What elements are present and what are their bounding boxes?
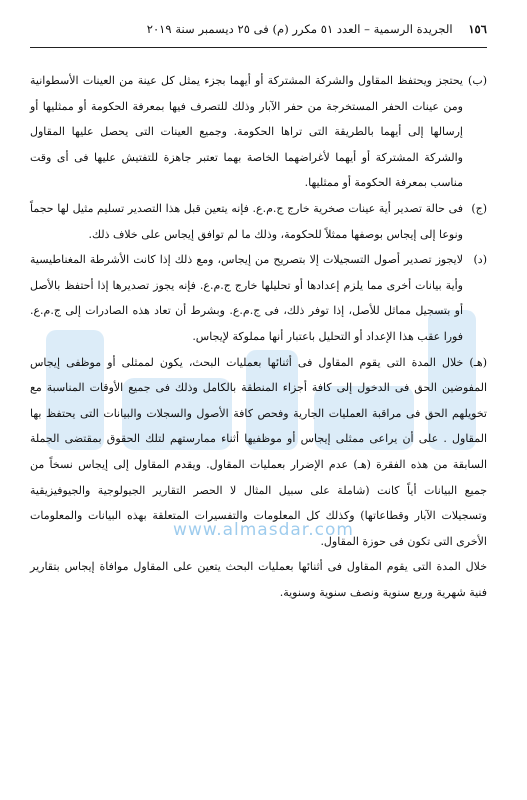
paragraph-text: يحتجز ويحتفظ المقاول والشركة المشتركة أو أيهما بجزء يمثل كل عينة من العينات الأسطوانية ومن عينات الحفر المستخرجة من حفر الآبار وذلك للتصرف فيها بمعرفة الحكومة أو ممثليها أو إرسالها إلى أيهما بالطريقة التى تراها الحكومة. وجميع العينات التى يحصل عليها المقاول والشركة المشتركة أو أيهما لأغراضهما الخاصة بهما تعتبر جاهزة للتفتيش عليها فى أى وقت مناسب بمعرفة الحكومة أو ممثليها. <box>30 74 463 190</box>
page-number: ١٥٦ <box>468 22 487 36</box>
paragraph-marker: (ج) <box>471 201 487 215</box>
paragraph-marker: (هـ) <box>469 355 488 369</box>
paragraph-marker: (ب) <box>468 74 487 87</box>
paragraph-ha <box>30 350 487 555</box>
paragraph-text: خلال المدة التى يقوم المقاول فى أثنائها بعمليات البحث يتعين على المقاول موافاة إيجاس بتقارير فنية شهرية وربع سنوية ونصف سنوية وسنوية. <box>30 560 487 599</box>
paragraph-text: خلال المدة التى يقوم المقاول فى أثنائها بعمليات البحث، يكون لممثلى أو موظفى إيجاس المفوضين الحق فى الدخول إلى كافة أجزاء المنطقة بالكامل وذلك فى جميع الأوقات المناسبة مع تخويلهم الحق فى مراقبة العمليات الجارية وفحص كافة الأصول والسجلات والبيانات التى يحتفظ بها المقاول . على أن يراعى ممثلى إيجاس أو موظفيها أثناء ممارستهم لتلك الحقوق بمقتضى الجملة السابقة من هذه الفقرة (هـ) عدم الإضرار بعمليات المقاول. ويقدم المقاول إلى إيجاس نسخاً من جميع البيانات أياً كانت (شاملة على سبيل المثال لا الحصر التقارير الجيولوجية والجيوفيزيقية وتسجيلات الآبار وقطاعاتها) وكذلك كل المعلومات والتفسيرات المتعلقة بهذه البيانات والمعلومات الأخرى التى تكون فى حوزة المقاول. <box>30 355 487 548</box>
paragraph-jim <box>30 196 487 247</box>
header-title: الجريدة الرسمية – العدد ٥١ مكرر (م) فى ٢٥ ديسمبر سنة ٢٠١٩ <box>146 22 453 36</box>
paragraph-text: فى حالة تصدير أية عينات صخرية خارج ج.م.ع. فإنه يتعين قبل هذا التصدير تسليم مثيل لها حجماً ونوعا إلى إيجاس بوصفها ممثلاً للحكومة، وذلك ما لم توافق إيجاس على خلاف ذلك. <box>30 201 463 241</box>
page-header <box>96 22 487 36</box>
paragraph-marker: (د) <box>473 253 487 267</box>
paragraph-text: لايجوز تصدير أصول التسجيلات إلا بتصريح من إيجاس، ومع ذلك إذا كانت الأشرطة المغناطيسية وأية بيانات أخرى مما يلزم إعدادها أو تحليلها خارج ج.م.ع. فإنه يجوز تصديرها إذا أحتفظ بالأصل أو بتسجيل مماثل للأصل، إذا توفر ذلك، فى ج.م.ع. وبشرط أن تعاد هذه الصادرات إلى ج.م.ع. فورا عقب هذا الإعداد أو التحليل باعتبار أنها مملوكة لإيجاس. <box>30 253 463 343</box>
header-divider <box>30 47 487 48</box>
document-body <box>30 68 487 605</box>
paragraph-dal <box>30 247 487 349</box>
paragraph-b <box>30 68 487 196</box>
paragraph-reports <box>30 554 487 605</box>
watermark-url: www.almasdar.com <box>173 520 354 540</box>
